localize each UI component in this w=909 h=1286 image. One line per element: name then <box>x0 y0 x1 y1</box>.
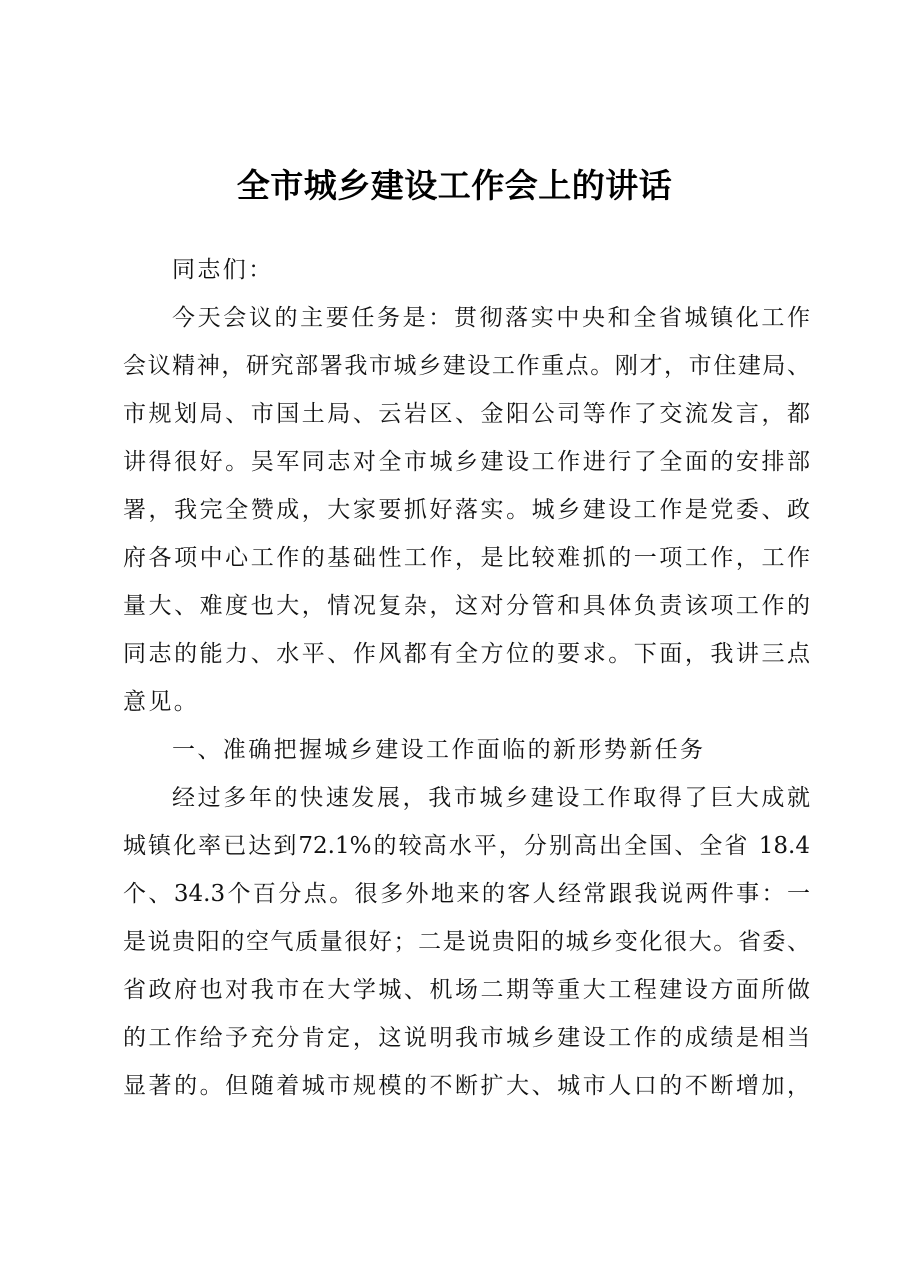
document-body <box>123 246 810 1110</box>
text-line: 一、准确把握城乡建设工作面临的新形势新任务 <box>172 737 706 763</box>
text-line: 显著的。但随着城市规模的不断扩大、城市人口的不断增加， <box>123 1073 810 1099</box>
text-line: 意见。 <box>123 689 200 715</box>
text-line: 讲得很好。吴军同志对全市城乡建设工作进行了全面的安排部 <box>123 449 810 475</box>
section-heading <box>123 726 810 774</box>
paragraph-body <box>123 774 810 1110</box>
text-line: 是说贵阳的空气质量很好；二是说贵阳的城乡变化很大。省委、 <box>123 929 810 955</box>
text-line: 的工作给予充分肯定，这说明我市城乡建设工作的成绩是相当 <box>123 1025 810 1051</box>
text-line: 会议精神，研究部署我市城乡建设工作重点。刚才，市住建局、 <box>123 353 810 379</box>
paragraph-intro <box>123 294 810 726</box>
text-line: 量大、难度也大，情况复杂，这对分管和具体负责该项工作的 <box>123 593 810 619</box>
text-line: 经过多年的快速发展，我市城乡建设工作取得了巨大成就 <box>172 785 810 811</box>
text-line: 省政府也对我市在大学城、机场二期等重大工程建设方面所做 <box>123 977 810 1003</box>
text-line: 署，我完全赞成，大家要抓好落实。城乡建设工作是党委、政 <box>123 497 810 523</box>
paragraph-salutation <box>123 246 810 294</box>
text-line: 今天会议的主要任务是：贯彻落实中央和全省城镇化工作 <box>172 305 810 331</box>
text-line: 府各项中心工作的基础性工作，是比较难抓的一项工作，工作 <box>123 545 810 571</box>
text-line: 同志们： <box>172 257 274 283</box>
text-line: 个、34.3个百分点。很多外地来的客人经常跟我说两件事：一 <box>123 881 810 907</box>
text-line: 城镇化率已达到72.1%的较高水平，分别高出全国、全省 18.4 <box>123 833 810 859</box>
text-line: 市规划局、市国土局、云岩区、金阳公司等作了交流发言，都 <box>123 401 810 427</box>
text-line: 同志的能力、水平、作风都有全方位的要求。下面，我讲三点 <box>123 641 810 667</box>
document-title: 全市城乡建设工作会上的讲话 <box>236 166 673 205</box>
